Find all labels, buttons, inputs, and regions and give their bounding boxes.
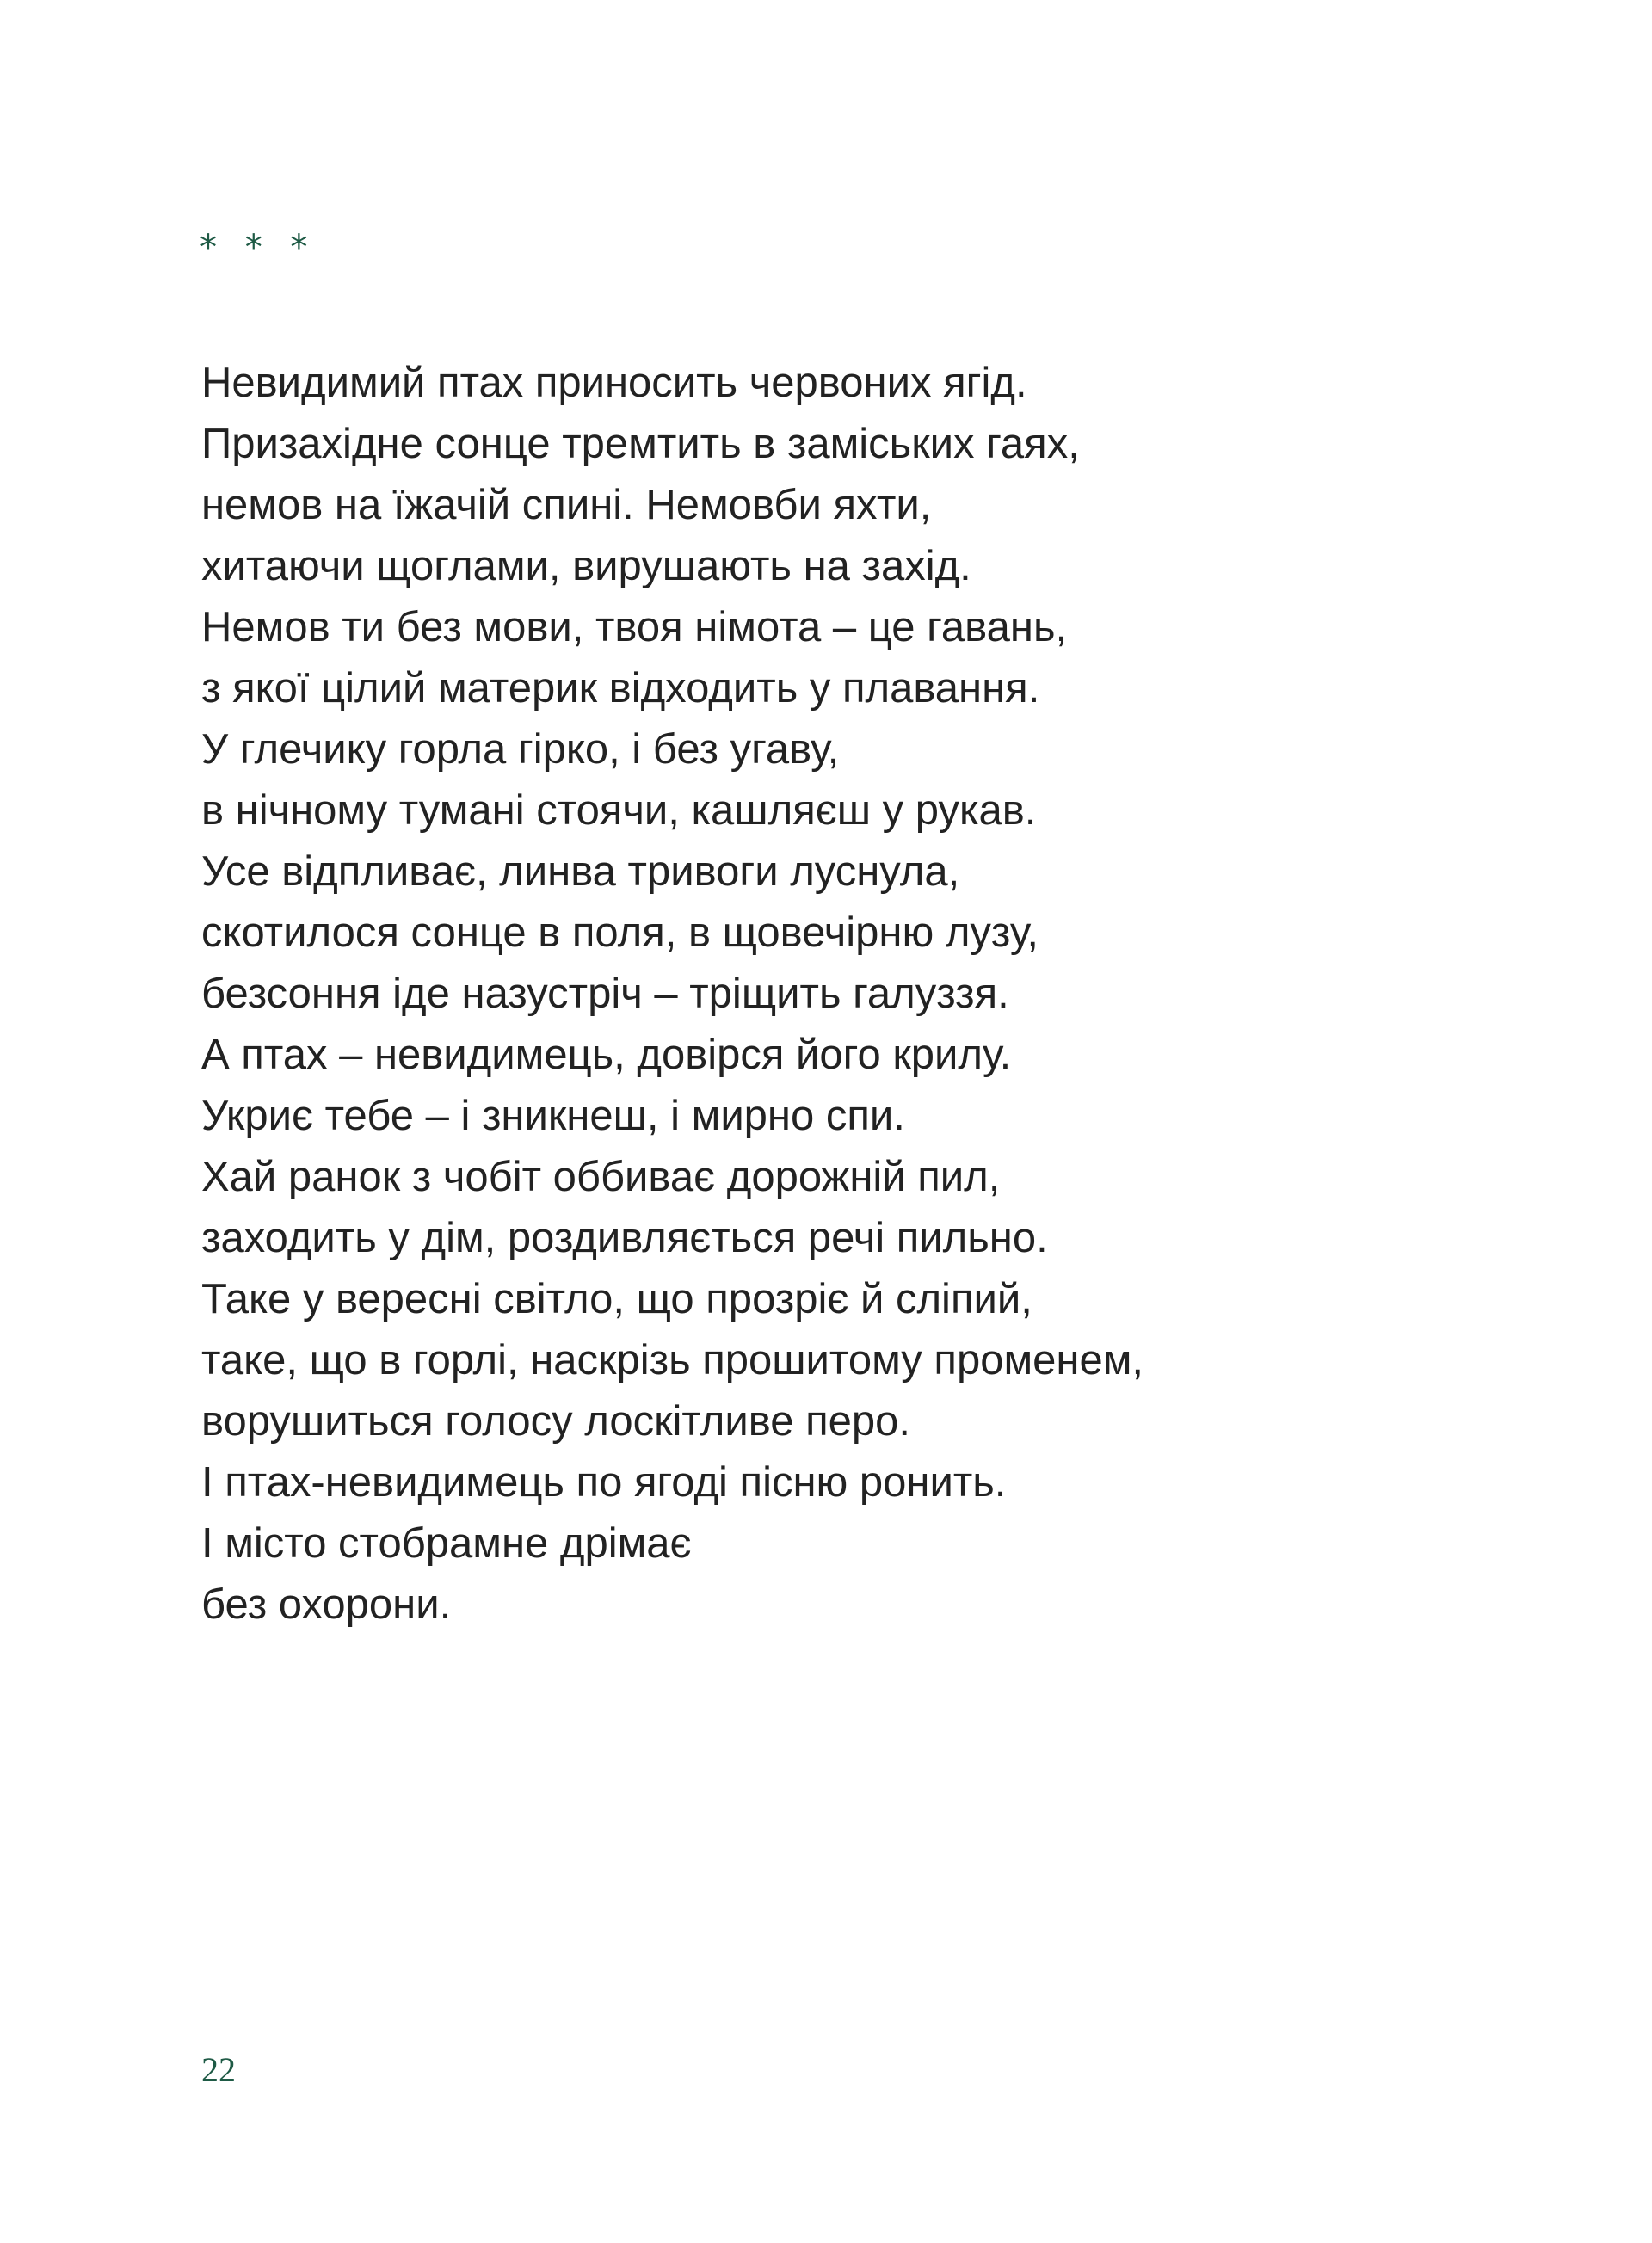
poem-line: немов на їжачій спині. Немовби яхти, [201,482,932,528]
poem-line: Усе відпливає, линва тривоги луснула, [201,848,960,895]
poem-line: Призахідне сонце тремтить в заміських гаях, [201,421,1080,467]
poem-line: скотилося сонце в поля, в щовечірню лузу, [201,909,1039,956]
poem-line: Таке у вересні світло, що прозріє й сліпий, [201,1276,1032,1322]
poem-line: безсоння іде назустріч – тріщить галуззя. [201,971,1009,1017]
poem-line: Хай ранок з чобіт оббиває дорожній пил, [201,1154,1001,1200]
poem-line: в нічному тумані стоячи, кашляєш у рукав. [201,787,1037,834]
section-divider-asterisks: * * * [200,228,317,268]
poem-line: з якої цілий материк відходить у плавання. [201,665,1040,712]
poem-line: таке, що в горлі, наскрізь прошитому променем, [201,1337,1144,1383]
poem-line: У глечику горла гірко, і без угаву, [201,726,840,773]
poem-line: Невидимий птах приносить червоних ягід. [201,360,1027,406]
poem-line: Укриє тебе – і зникнеш, і мирно спи. [201,1093,905,1139]
poem-line: ворушиться голосу лоскітливе перо. [201,1398,911,1445]
poem-line: заходить у дім, роздивляється речі пильно. [201,1215,1048,1261]
poem-line: Немов ти без мови, твоя німота – це гавань, [201,604,1068,650]
poem-line: А птах – невидимець, довірся його крилу. [201,1032,1012,1078]
page-number: 22 [201,2050,236,2089]
poem-line: І місто стобрамне дрімає [201,1520,692,1567]
poem-line: І птах-невидимець по ягоді пісню ронить. [201,1459,1007,1506]
poem-line: хитаючи щоглами, вирушають на захід. [201,543,971,589]
poem-line: без охорони. [201,1581,452,1628]
poem-text [201,353,1492,1636]
